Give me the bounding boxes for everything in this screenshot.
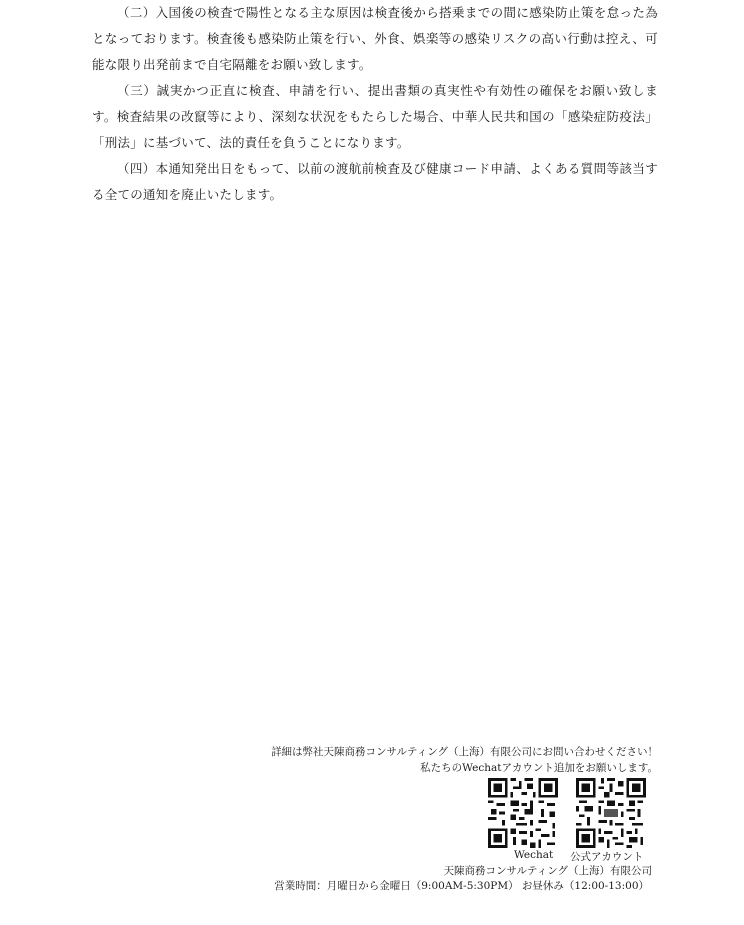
qr-label-wechat: Wechat [514,849,554,861]
contact-line: 詳細は弊社天陳商務コンサルティング（上海）有限公司にお問い合わせください！ [271,746,658,758]
paragraph-3: （三）誠実かつ正直に検査、申請を行い、提出書類の真実性や有効性の確保をお願い致します。検査結果の改竄等により、深刻な状況をもたらした場合、中華人民共和国の「感染症防疫法」「刑法」に基づいて、法的責任を負うことになります。 [92,83,658,150]
qr-label-official: 公式アカウント [570,851,644,863]
business-hours: 営業時間：月曜日から金曜日（9:00AM-5:30PM） お昼休み（12:00-13:00） [274,880,649,892]
wechat-line: 私たちのWechatアカウント追加をお願いします。 [420,762,658,774]
footer-contact [178,744,658,776]
qr-labels [462,849,652,863]
paragraph-2: （二）入国後の検査で陽性となる主な原因は検査後から搭乗までの間に感染防止策を怠った為となっております。検査後も感染防止策を行い、外食、娯楽等の感染リスクの高い行動は控え、可能な限り出発前まで自宅隔離をお願い致します。 [92,5,658,72]
official-account-qr-code-icon [576,778,646,848]
document-body [92,0,658,208]
wechat-qr-code-icon [488,778,558,848]
qr-codes [484,778,654,848]
paragraph-4: （四）本通知発出日をもって、以前の渡航前検査及び健康コード申請、よくある質問等該当する全ての通知を廃止いたします。 [92,161,658,202]
company-name: 天陳商務コンサルティング（上海）有限公司 [443,865,652,877]
